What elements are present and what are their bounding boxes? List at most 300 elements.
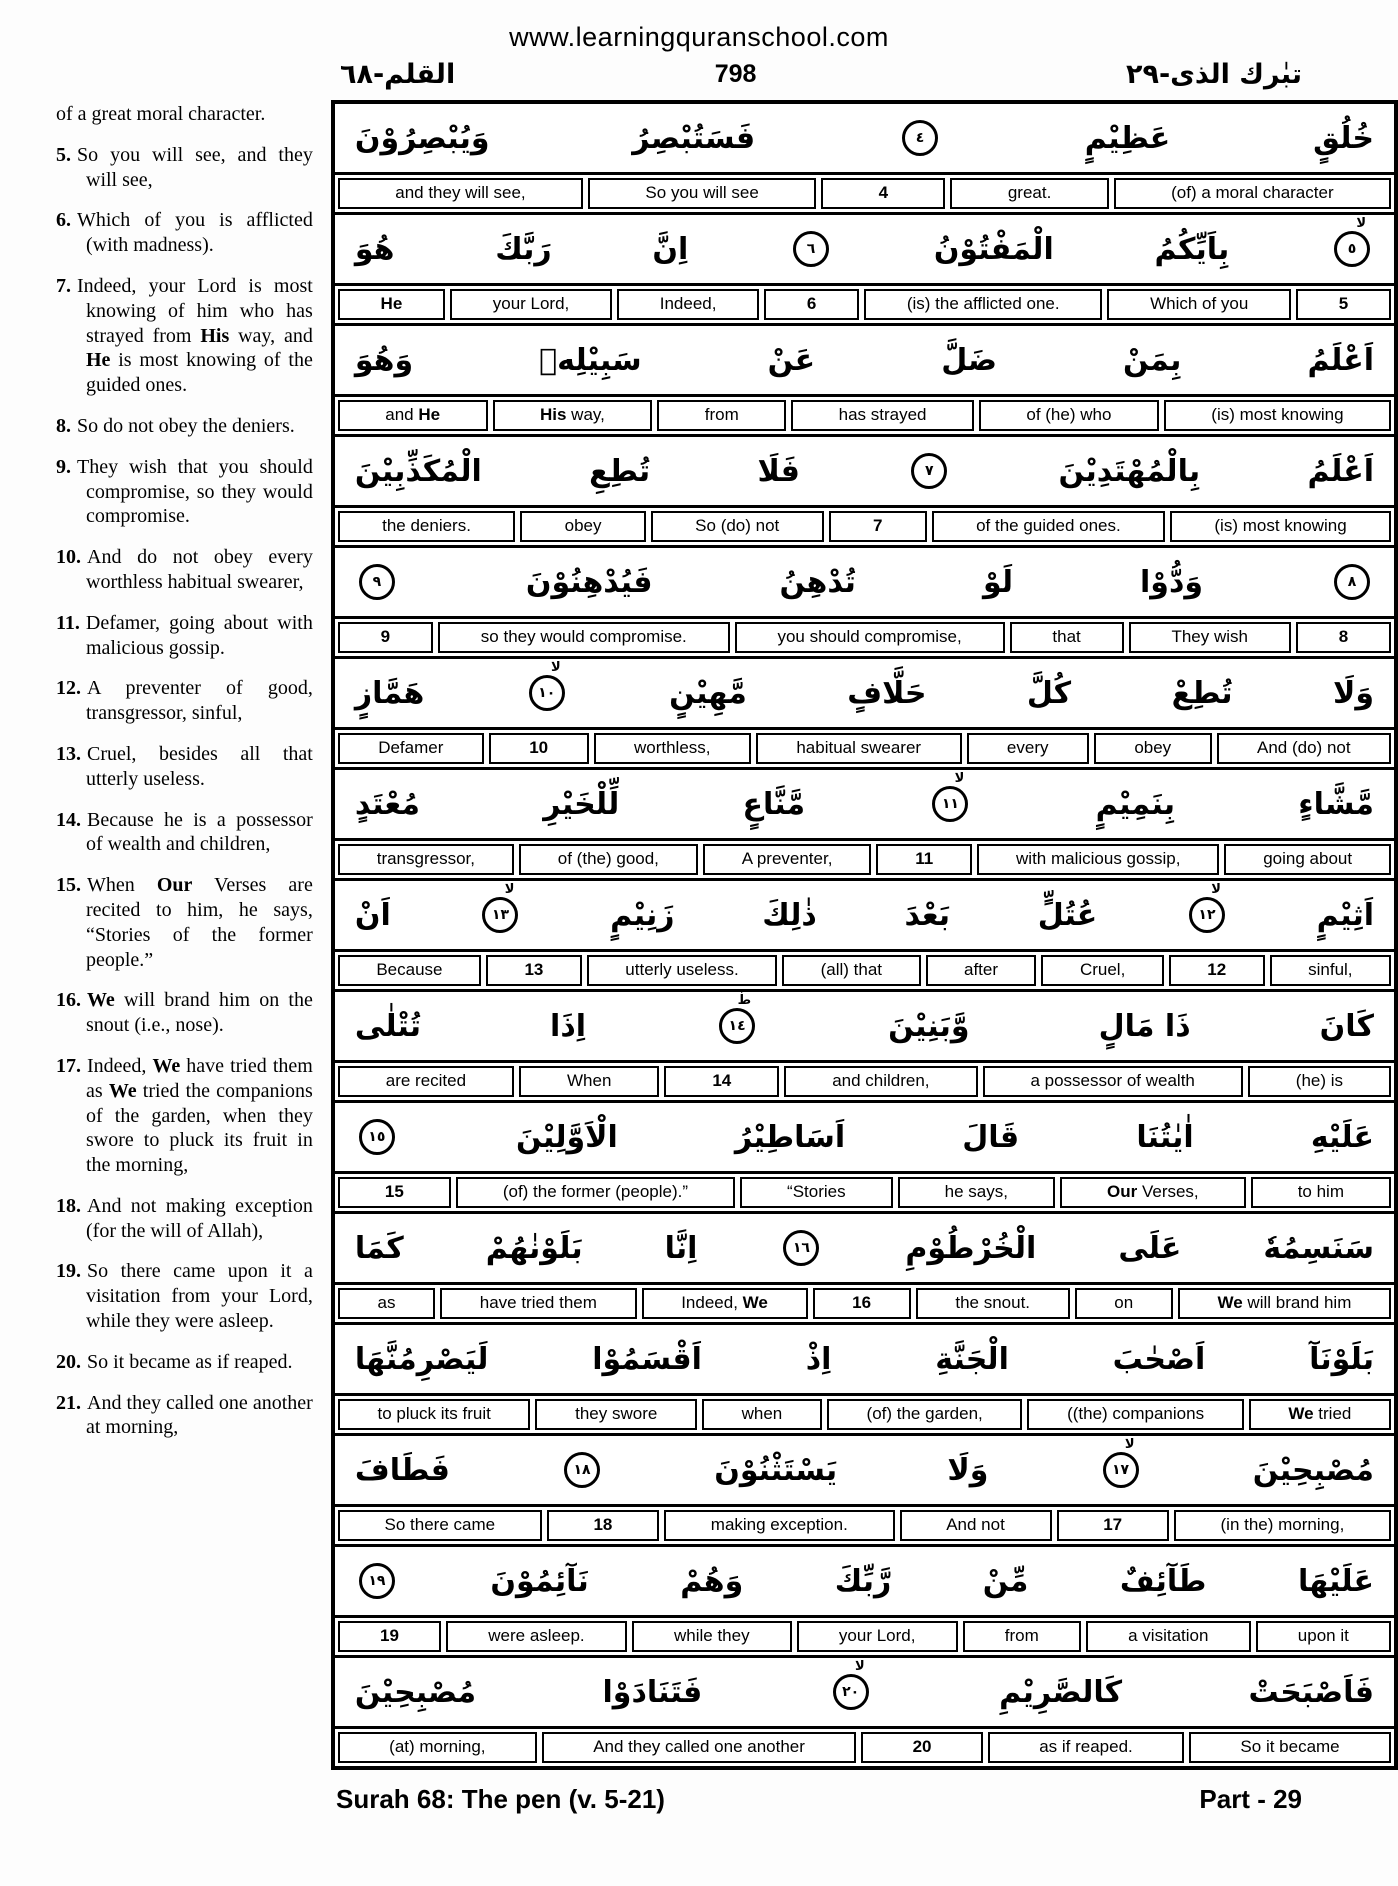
translation-cells-row <box>335 616 1394 656</box>
word-translation-cell <box>489 733 589 764</box>
ayah-number-arabic: ١٨ <box>573 1462 591 1478</box>
word-translation-cell <box>338 1621 441 1652</box>
ayah-end-marker <box>359 564 395 600</box>
word-translation-cell <box>988 1732 1184 1763</box>
text-part: So there came <box>384 1515 496 1534</box>
arabic-word: اِنَّا <box>664 1230 698 1266</box>
ayah-end-marker <box>911 453 947 489</box>
arabic-word: لَوْ <box>982 564 1014 600</box>
text-part: utterly useless. <box>625 960 739 979</box>
arabic-word: كَانَ <box>1319 1008 1374 1044</box>
word-translation-cell <box>519 1066 659 1097</box>
arabic-line <box>335 1214 1394 1282</box>
text-part: And (do) not <box>1257 738 1351 757</box>
text-part: on <box>1114 1293 1134 1312</box>
arabic-line <box>335 1658 1394 1726</box>
text-part: way, <box>566 405 605 424</box>
arabic-word: عَلَى <box>1118 1230 1182 1266</box>
word-translation-cell <box>617 289 759 320</box>
word-translation-cell <box>1107 289 1291 320</box>
ayah-row <box>335 1214 1394 1325</box>
arabic-word: قَالَ <box>962 1119 1020 1155</box>
verse-number: 11. <box>56 611 80 634</box>
text-part: Indeed, <box>87 1054 153 1077</box>
text-part: and they will see, <box>395 183 526 202</box>
word-translation-cell <box>1270 955 1391 986</box>
word-translation-cell <box>440 1288 636 1319</box>
translation-sidebar <box>56 100 313 1456</box>
word-translation-cell <box>338 1177 451 1208</box>
text-part: way, and <box>229 324 313 347</box>
translation-cells-row <box>335 1726 1394 1766</box>
ayah-row <box>335 1658 1394 1766</box>
text-part: while they <box>673 1626 750 1645</box>
text-part: has strayed <box>838 405 927 424</box>
text-part: A preventer of good, transgressor, sinful, <box>86 677 313 725</box>
text-part: And they called one another at morning, <box>86 1391 313 1439</box>
text-part: have tried them as <box>86 1054 313 1102</box>
text-part: So do not obey the deniers. <box>77 414 295 437</box>
text-part: upon it <box>1297 1626 1349 1645</box>
text-part: 17 <box>1103 1515 1123 1534</box>
word-translation-cell <box>1249 1399 1391 1430</box>
text-part: your Lord, <box>838 1626 916 1645</box>
text-part: so they would compromise. <box>480 627 687 646</box>
text-part: Our <box>1107 1182 1138 1201</box>
text-part: your Lord, <box>492 294 570 313</box>
arabic-word: كُلَّ <box>1026 675 1072 711</box>
word-translation-cell <box>338 1399 531 1430</box>
text-part: of (he) who <box>1026 405 1112 424</box>
stop-sign: لا <box>1124 1437 1135 1452</box>
arabic-word: فَسَتُبْصِرُ <box>632 120 756 156</box>
verse-translation <box>56 1391 313 1441</box>
text-part: We <box>87 989 115 1012</box>
ayah-end-marker <box>529 660 565 711</box>
word-translation-cell <box>450 289 612 320</box>
text-part: Because <box>376 960 443 979</box>
verse-translation <box>56 545 313 595</box>
ayah-end-marker <box>783 1230 819 1266</box>
word-translation-cell <box>735 622 1005 653</box>
arabic-word: بِمَنْ <box>1123 342 1182 378</box>
stop-sign: لا <box>1211 882 1221 897</box>
word-translation-cell <box>486 955 582 986</box>
word-translation-cell <box>338 1066 514 1097</box>
ayah-end-marker <box>564 1452 600 1488</box>
verse-number: 9. <box>56 455 71 478</box>
word-translation-cell <box>338 400 488 431</box>
ayah-end-marker <box>359 1119 395 1155</box>
word-translation-cell <box>702 1399 822 1430</box>
word-translation-cell <box>791 400 974 431</box>
text-part: (he) is <box>1295 1071 1344 1090</box>
ayah-number-arabic: ١٦ <box>792 1240 810 1256</box>
ayah-row <box>335 659 1394 770</box>
arabic-word: ذَا مَالٍ <box>1098 1008 1191 1044</box>
word-translation-cell <box>916 1288 1070 1319</box>
verse-translation <box>56 208 313 258</box>
verse-translation <box>56 676 313 726</box>
text-part: (of) a moral character <box>1171 183 1334 202</box>
text-part: to him <box>1297 1182 1344 1201</box>
arabic-word: بَلَوْنٰهُمْ <box>485 1230 583 1266</box>
ayah-number-arabic: ٥ <box>1347 241 1357 257</box>
word-translation-cell <box>642 1288 808 1319</box>
arabic-word: اِنَّ <box>652 231 689 267</box>
arabic-word: الْمُكَذِّبِيْنَ <box>354 453 482 489</box>
word-translation-cell <box>664 1066 779 1097</box>
text-part: 13 <box>524 960 544 979</box>
verse-translation <box>56 988 313 1038</box>
word-translation-cell <box>977 844 1219 875</box>
text-part: from <box>704 405 739 424</box>
translation-cells-row <box>335 1282 1394 1322</box>
verse-number: 21. <box>56 1391 81 1414</box>
word-translation-cell <box>1217 733 1391 764</box>
text-part: 20 <box>912 1737 932 1756</box>
arabic-word: وَّبَنِيْنَ <box>888 1008 970 1044</box>
word-translation-cell <box>797 1621 958 1652</box>
ayah-end-marker <box>719 993 755 1044</box>
stop-sign: لا <box>551 660 561 675</box>
translation-cells-row <box>335 838 1394 878</box>
arabic-word: مُصْبِحِيْنَ <box>354 1674 477 1710</box>
text-part: We <box>742 1293 768 1312</box>
word-translation-cell <box>1086 1621 1251 1652</box>
arabic-word: مَّنَّاعٍ <box>742 786 806 822</box>
text-part: 16 <box>852 1293 872 1312</box>
arabic-word: طَآئِفٌ <box>1119 1563 1207 1599</box>
word-translation-cell <box>1296 289 1391 320</box>
arabic-word: عَلَيْهَا <box>1297 1563 1374 1599</box>
text-part: When <box>567 1071 612 1090</box>
verse-translation <box>56 1350 313 1375</box>
text-part: 7 <box>872 516 883 535</box>
text-part: And they called one another <box>593 1737 805 1756</box>
ayah-row <box>335 992 1394 1103</box>
stop-sign: لا <box>1356 216 1366 231</box>
arabic-word: عُتُلٍّ <box>1037 897 1098 933</box>
text-part: every <box>1006 738 1049 757</box>
arabic-word: تُطِعْ <box>1171 675 1233 711</box>
ayah-number-arabic: ٤ <box>915 130 925 146</box>
text-part: of the guided ones. <box>976 516 1121 535</box>
text-part: (is) the afflicted one. <box>906 294 1060 313</box>
word-translation-cell <box>588 178 816 209</box>
arabic-word: اَقْسَمُوْا <box>592 1341 702 1377</box>
arabic-word: وَلَا <box>947 1452 989 1488</box>
word-translation-cell <box>740 1177 893 1208</box>
stop-sign: طٰ <box>737 993 752 1008</box>
page-header <box>0 59 1398 90</box>
word-translation-cell <box>1169 955 1265 986</box>
text-part: they swore <box>575 1404 658 1423</box>
arabic-line <box>335 1103 1394 1171</box>
text-part: So it became <box>1240 1737 1340 1756</box>
text-part: His <box>200 324 230 347</box>
translation-cells-row <box>335 1060 1394 1100</box>
text-part: have tried them <box>479 1293 597 1312</box>
word-translation-cell <box>587 955 777 986</box>
translation-cells-row <box>335 949 1394 989</box>
word-translation-cell <box>542 1732 856 1763</box>
text-part: (of) the former (people).” <box>502 1182 689 1201</box>
arabic-line <box>335 548 1394 616</box>
word-translation-cell <box>827 1399 1023 1430</box>
text-part: 12 <box>1207 960 1227 979</box>
ayah-end-marker <box>1334 564 1370 600</box>
arabic-word: تُطِعِ <box>589 453 651 489</box>
arabic-line <box>335 1547 1394 1615</box>
ayah-end-marker <box>482 882 518 933</box>
text-part: They wish <box>1171 627 1248 646</box>
text-part: is most knowing of the guided ones. <box>86 349 313 397</box>
text-part: (of) the garden, <box>866 1404 983 1423</box>
word-translation-cell <box>898 1177 1055 1208</box>
word-translation-cell <box>983 1066 1243 1097</box>
text-part: Defamer, going about with malicious gossip. <box>85 611 313 659</box>
verse-translation <box>56 873 313 972</box>
translation-cells-row <box>335 283 1394 323</box>
ayah-number-arabic: ١٢ <box>1198 907 1216 923</box>
word-translation-cell <box>657 400 786 431</box>
text-part: His <box>539 405 567 424</box>
arabic-word: فَلَا <box>757 453 800 489</box>
word-translation-cell <box>338 955 481 986</box>
arabic-word: اِذَا <box>550 1008 587 1044</box>
text-part: Indeed, <box>681 1293 743 1312</box>
text-part: Indeed, your Lord is most knowing of him who has strayed from <box>77 274 313 347</box>
stop-sign: لا <box>504 882 515 897</box>
ayah-end-marker <box>833 1659 869 1710</box>
ayah-end-marker <box>359 1563 395 1599</box>
arabic-word: يَسْتَثْنُوْنَ <box>714 1452 838 1488</box>
word-by-word-table <box>331 100 1398 1770</box>
arabic-word: هُوَ <box>354 231 395 267</box>
verse-number: 10. <box>56 546 81 569</box>
word-translation-cell <box>926 955 1037 986</box>
text-part: tried the companions of the garden, when they swore to pluck its fruit in the morning, <box>86 1079 313 1177</box>
arabic-line <box>335 1325 1394 1393</box>
arabic-word: الْخُرْطُوْمِ <box>905 1230 1037 1266</box>
text-part: So you will see <box>645 183 759 202</box>
arabic-word: حَلَّافٍ <box>847 675 927 711</box>
verse-translation <box>56 274 313 398</box>
verse-number: 13. <box>56 742 81 765</box>
word-translation-cell <box>1057 1510 1169 1541</box>
word-translation-cell <box>1129 622 1291 653</box>
ayah-number-arabic: ١٩ <box>368 1573 386 1589</box>
text-part: 14 <box>712 1071 732 1090</box>
ayah-row <box>335 1436 1394 1547</box>
word-translation-cell <box>1027 1399 1243 1430</box>
text-part: 10 <box>529 738 549 757</box>
page-number: 798 <box>714 60 757 88</box>
word-translation-cell <box>1248 1066 1391 1097</box>
verse-translation <box>56 102 313 127</box>
arabic-word: فَطَافَ <box>354 1452 450 1488</box>
text-part: A preventer, <box>741 849 833 868</box>
text-part: Defamer <box>378 738 444 757</box>
ayah-row <box>335 548 1394 659</box>
ayah-number-arabic: ١١ <box>941 796 959 812</box>
arabic-line <box>335 881 1394 949</box>
word-translation-cell <box>1041 955 1163 986</box>
arabic-word: ضَلَّ <box>941 342 997 378</box>
text-part: He <box>380 294 403 313</box>
text-part: to pluck its fruit <box>377 1404 491 1423</box>
arabic-line <box>335 992 1394 1060</box>
verse-number: 5. <box>56 143 71 166</box>
text-part: are recited <box>385 1071 467 1090</box>
ayah-number-arabic: ٦ <box>806 241 816 257</box>
footer-surah-label: Surah 68: The pen (v. 5-21) <box>336 1784 665 1814</box>
verse-translation <box>56 742 313 792</box>
arabic-word: سَنَسِمُهٗ <box>1263 1230 1374 1266</box>
verse-number: 20. <box>56 1350 81 1373</box>
text-part: 19 <box>380 1626 399 1645</box>
page-footer <box>0 1770 1398 1815</box>
word-translation-cell <box>338 733 484 764</box>
verse-translation <box>56 414 313 439</box>
ayah-number-arabic: ١٠ <box>538 685 556 701</box>
arabic-word: لَيَصْرِمُنَّهَا <box>354 1341 489 1377</box>
text-part: and children, <box>832 1071 930 1090</box>
ayah-row <box>335 1547 1394 1658</box>
ayah-end-marker <box>932 771 968 822</box>
word-translation-cell <box>1189 1732 1391 1763</box>
verse-translation <box>56 1194 313 1244</box>
arabic-word: بَعْدَ <box>904 897 951 933</box>
ayah-row <box>335 437 1394 548</box>
word-translation-cell <box>1010 622 1124 653</box>
text-part: a visitation <box>1128 1626 1209 1645</box>
ayah-end-marker <box>1334 216 1370 267</box>
word-translation-cell <box>1296 622 1391 653</box>
word-translation-cell <box>493 400 653 431</box>
word-translation-cell <box>950 178 1108 209</box>
ayah-end-marker <box>793 231 829 267</box>
text-part: with malicious gossip, <box>1016 849 1181 868</box>
arabic-line <box>335 1436 1394 1504</box>
word-translation-cell <box>535 1399 696 1430</box>
arabic-word: الْمَفْتُوْنُ <box>933 231 1054 267</box>
text-part: He <box>86 349 111 372</box>
text-part: (is) most knowing <box>1214 516 1347 535</box>
arabic-word: رَبَّكَ <box>495 231 552 267</box>
arabic-word: عَظِيْمٍ <box>1084 120 1171 156</box>
text-part: a possessor of wealth <box>1030 1071 1195 1090</box>
word-translation-cell <box>446 1621 627 1652</box>
text-part: 5 <box>1338 294 1349 313</box>
word-translation-cell <box>1251 1177 1391 1208</box>
word-translation-cell <box>1170 511 1391 542</box>
text-part: We <box>1217 1293 1243 1312</box>
text-part: (in the) morning, <box>1220 1515 1345 1534</box>
arabic-word: بِاَيِّكُمُ <box>1154 231 1230 267</box>
arabic-word: مَّهِيْنٍ <box>669 675 747 711</box>
arabic-word: وَيُبْصِرُوْنَ <box>354 120 490 156</box>
text-part: were asleep. <box>488 1626 585 1645</box>
text-part: from <box>1004 1626 1039 1645</box>
arabic-word: الْجَنَّةِ <box>935 1341 1009 1377</box>
verse-translation <box>56 808 313 858</box>
text-part: Cruel, <box>1079 960 1126 979</box>
word-translation-cell <box>338 1288 435 1319</box>
arabic-word: تُدْهِنُ <box>779 564 856 600</box>
word-translation-cell <box>756 733 962 764</box>
ayah-row <box>335 1103 1394 1214</box>
text-part: tried <box>1313 1404 1352 1423</box>
text-part: We <box>108 1079 137 1102</box>
translation-cells-row <box>335 727 1394 767</box>
arabic-word: اَعْلَمُ <box>1307 453 1374 489</box>
word-translation-cell <box>664 1510 894 1541</box>
arabic-word: فَتَنَادَوْا <box>602 1674 703 1710</box>
text-part: (all) that <box>820 960 883 979</box>
text-part: that <box>1052 627 1081 646</box>
verse-translation <box>56 1259 313 1333</box>
word-translation-cell <box>519 844 698 875</box>
stop-sign: لا <box>954 771 965 786</box>
arabic-word: اَصْحٰبَ <box>1112 1341 1206 1377</box>
word-translation-cell <box>594 733 751 764</box>
text-part: Cruel, besides all that utterly useless. <box>86 742 313 790</box>
text-part: 4 <box>878 183 889 202</box>
word-translation-cell <box>864 289 1102 320</box>
word-translation-cell <box>1060 1177 1246 1208</box>
text-part: the snout. <box>955 1293 1031 1312</box>
text-part: And do not obey every worthless habitual swearer, <box>86 546 313 593</box>
word-translation-cell <box>932 511 1165 542</box>
translation-cells-row <box>335 1615 1394 1655</box>
arabic-word: بِالْمُهْتَدِيْنَ <box>1058 453 1201 489</box>
ayah-number-arabic: ٩ <box>372 574 382 590</box>
ayah-number-arabic: ٢٠ <box>842 1684 860 1700</box>
arabic-word: رَّبِّكَ <box>834 1563 892 1599</box>
ayah-row <box>335 881 1394 992</box>
word-translation-cell <box>1256 1621 1391 1652</box>
page-content <box>0 100 1398 1770</box>
word-translation-cell <box>900 1510 1052 1541</box>
ayah-row <box>335 770 1394 881</box>
text-part: Which of you is afflicted (with madness). <box>77 209 313 257</box>
word-translation-cell <box>979 400 1159 431</box>
text-part: will brand him on the snout (i.e., nose). <box>86 989 313 1037</box>
text-part: Because he is a possessor of wealth and children, <box>86 808 313 856</box>
text-part: And not making exception (for the will of Allah), <box>86 1194 313 1242</box>
word-translation-cell <box>338 1732 537 1763</box>
text-part: obey <box>564 516 602 535</box>
arabic-word: اَسَاطِيْرُ <box>734 1119 846 1155</box>
verse-number: 15. <box>56 874 81 897</box>
arabic-word: اَنْ <box>354 897 391 933</box>
verse-translation <box>56 611 313 661</box>
text-part: (is) most knowing <box>1211 405 1344 424</box>
text-part: habitual swearer <box>796 738 922 757</box>
text-part: as if reaped. <box>1039 1737 1133 1756</box>
word-translation-cell <box>1094 733 1212 764</box>
arabic-line <box>335 215 1394 283</box>
ayah-row <box>335 326 1394 437</box>
word-translation-cell <box>813 1288 911 1319</box>
ayah-end-marker <box>1103 1437 1139 1488</box>
arabic-word: كَمَا <box>354 1230 404 1266</box>
text-part: of a great moral character. <box>56 103 266 125</box>
translation-cells-row <box>335 1171 1394 1211</box>
arabic-word: الْاَوَّلِيْنَ <box>515 1119 618 1155</box>
